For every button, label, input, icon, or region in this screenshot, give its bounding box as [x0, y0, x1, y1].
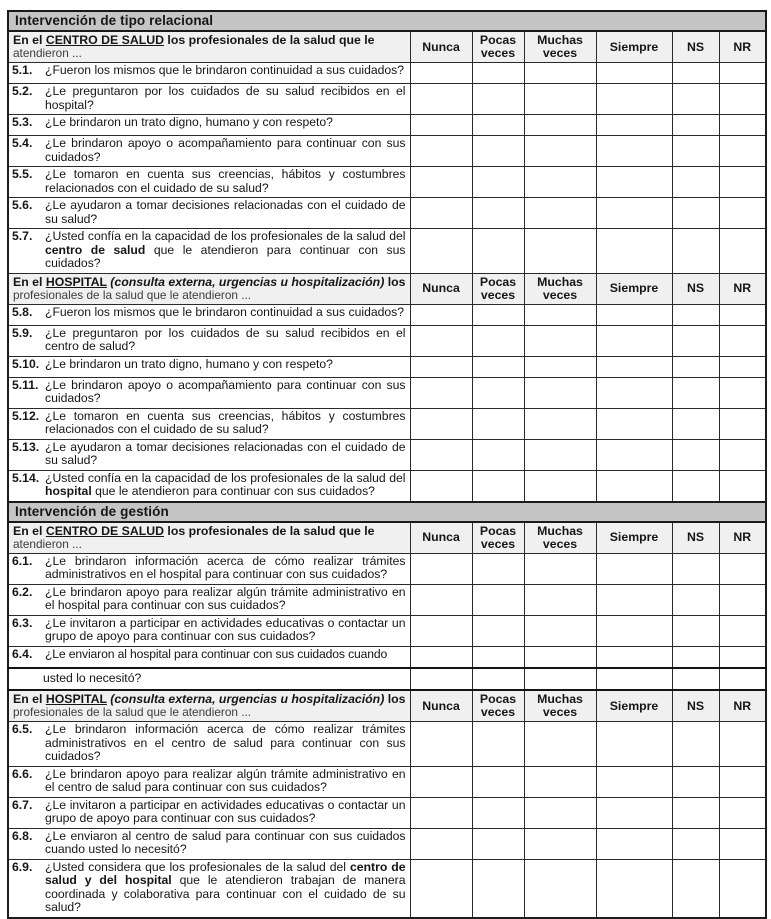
answer-cell[interactable] — [410, 828, 472, 859]
answer-cell[interactable] — [719, 553, 766, 584]
answer-cell[interactable] — [672, 304, 719, 325]
answer-cell[interactable] — [719, 408, 766, 439]
answer-cell[interactable] — [672, 584, 719, 615]
answer-cell[interactable] — [719, 377, 766, 408]
answer-cell[interactable] — [472, 553, 524, 584]
question-row — [8, 377, 766, 408]
group-header-row — [8, 273, 766, 304]
question-cell — [8, 668, 410, 691]
answer-cell[interactable] — [596, 304, 672, 325]
answer-cell[interactable] — [672, 859, 719, 918]
answer-cell[interactable] — [596, 115, 672, 136]
answer-cell[interactable] — [472, 136, 524, 167]
question-row — [8, 646, 766, 668]
answer-cell[interactable] — [472, 668, 524, 691]
question-number: 6.4. — [12, 646, 33, 661]
answer-cell[interactable] — [672, 553, 719, 584]
answer-cell[interactable] — [410, 356, 472, 377]
question-text: ¿Usted considera que los profesionales de la salud del centro de salud y del hospital que le atendieron trabajan de manera coordinada y colaborativa para continuar con el cuidado de su salud? — [45, 859, 406, 914]
group-header-line1: En el HOSPITAL (consulta externa, urgencias u hospitalización) los — [13, 692, 406, 706]
answer-cell[interactable] — [524, 553, 596, 584]
answer-cell[interactable] — [719, 859, 766, 918]
group-header-text — [8, 273, 410, 304]
answer-cell[interactable] — [524, 377, 596, 408]
answer-cell[interactable] — [719, 470, 766, 502]
answer-cell[interactable] — [672, 615, 719, 646]
question-text: ¿Le brindaron apoyo para realizar algún trámite administrativo en el hospital para continuar con sus cuidados? — [45, 584, 406, 612]
question-cell — [8, 722, 410, 767]
question-row — [8, 167, 766, 198]
answer-cell[interactable] — [719, 136, 766, 167]
answer-cell[interactable] — [410, 797, 472, 828]
answer-cell[interactable] — [596, 439, 672, 470]
answer-cell[interactable] — [410, 325, 472, 356]
question-number: 5.2. — [12, 84, 33, 98]
column-header-pocas-veces: Pocas veces — [472, 690, 524, 722]
answer-cell[interactable] — [672, 325, 719, 356]
answer-cell[interactable] — [410, 584, 472, 615]
question-cell — [8, 646, 410, 668]
answer-cell[interactable] — [524, 646, 596, 668]
question-text: ¿Le ayudaron a tomar decisiones relacionadas con el cuidado de su salud? — [45, 439, 406, 467]
answer-cell[interactable] — [596, 722, 672, 767]
answer-cell[interactable] — [472, 229, 524, 274]
answer-cell[interactable] — [596, 828, 672, 859]
answer-cell[interactable] — [472, 859, 524, 918]
group-header-line1: En el CENTRO DE SALUD los profesionales de la salud que le — [13, 523, 375, 538]
answer-cell[interactable] — [410, 408, 472, 439]
question-number: 5.4. — [12, 136, 33, 150]
question-text: ¿Usted confía en la capacidad de los profesionales de la salud del centro de salud que le atendieron para continuar con sus cuidados? — [45, 229, 406, 270]
column-header-siempre: Siempre — [596, 273, 672, 304]
answer-cell[interactable] — [719, 797, 766, 828]
question-number: 5.3. — [12, 115, 33, 129]
answer-cell[interactable] — [596, 408, 672, 439]
answer-cell[interactable] — [410, 766, 472, 797]
answer-cell[interactable] — [596, 229, 672, 274]
group-header-row — [8, 31, 766, 63]
section-header-row — [8, 11, 766, 31]
question-cell — [8, 797, 410, 828]
group-header-line2: atendieron ... — [13, 46, 82, 60]
answer-cell[interactable] — [410, 439, 472, 470]
question-continuation-row — [8, 668, 766, 691]
answer-cell[interactable] — [524, 304, 596, 325]
answer-cell[interactable] — [472, 377, 524, 408]
answer-cell[interactable] — [410, 646, 472, 668]
answer-cell[interactable] — [524, 439, 596, 470]
question-cell — [8, 615, 410, 646]
question-row — [8, 136, 766, 167]
answer-cell[interactable] — [672, 470, 719, 502]
question-cell — [8, 553, 410, 584]
answer-cell[interactable] — [524, 408, 596, 439]
answer-cell[interactable] — [719, 198, 766, 229]
group-header-line2: atendieron ... — [13, 536, 82, 551]
question-cell — [8, 828, 410, 859]
column-header-ns: NS — [672, 31, 719, 63]
answer-cell[interactable] — [524, 722, 596, 767]
answer-cell[interactable] — [672, 84, 719, 115]
column-header-muchas-veces: Muchas veces — [524, 690, 596, 722]
answer-cell[interactable] — [672, 63, 719, 84]
question-cell — [8, 408, 410, 439]
section-header-row — [8, 502, 766, 522]
answer-cell[interactable] — [410, 229, 472, 274]
question-text: ¿Le preguntaron por los cuidados de su salud recibidos en el centro de salud? — [45, 325, 406, 353]
answer-cell[interactable] — [472, 470, 524, 502]
answer-cell[interactable] — [672, 668, 719, 691]
answer-cell[interactable] — [410, 84, 472, 115]
answer-cell[interactable] — [672, 828, 719, 859]
answer-cell[interactable] — [719, 828, 766, 859]
question-number: 6.8. — [12, 828, 33, 843]
question-row — [8, 615, 766, 646]
answer-cell[interactable] — [596, 167, 672, 198]
answer-cell[interactable] — [596, 766, 672, 797]
section-title: Intervención de gestión — [8, 502, 766, 522]
group-header-row — [8, 690, 766, 722]
answer-cell[interactable] — [524, 325, 596, 356]
question-number: 5.11. — [12, 377, 39, 392]
answer-cell[interactable] — [596, 325, 672, 356]
answer-cell[interactable] — [672, 115, 719, 136]
answer-cell[interactable] — [672, 439, 719, 470]
question-number: 5.6. — [12, 198, 33, 212]
question-cell — [8, 115, 410, 136]
answer-cell[interactable] — [472, 439, 524, 470]
question-number: 6.2. — [12, 584, 33, 599]
group-header-text — [8, 31, 410, 63]
answer-cell[interactable] — [472, 84, 524, 115]
answer-cell[interactable] — [719, 325, 766, 356]
answer-cell[interactable] — [524, 136, 596, 167]
group-header-text — [8, 522, 410, 554]
answer-cell[interactable] — [524, 63, 596, 84]
question-number: 6.5. — [12, 722, 33, 736]
answer-cell[interactable] — [719, 668, 766, 691]
answer-cell[interactable] — [596, 797, 672, 828]
question-row — [8, 325, 766, 356]
answer-cell[interactable] — [524, 584, 596, 615]
answer-cell[interactable] — [524, 797, 596, 828]
question-number: 6.9. — [12, 859, 33, 874]
answer-cell[interactable] — [524, 470, 596, 502]
question-cell — [8, 304, 410, 325]
question-cell — [8, 136, 410, 167]
answer-cell[interactable] — [524, 859, 596, 918]
question-number: 5.10. — [12, 356, 40, 371]
answer-cell[interactable] — [596, 584, 672, 615]
answer-cell[interactable] — [472, 722, 524, 767]
answer-cell[interactable] — [410, 377, 472, 408]
answer-cell[interactable] — [410, 136, 472, 167]
column-header-ns: NS — [672, 273, 719, 304]
answer-cell[interactable] — [472, 167, 524, 198]
question-row — [8, 584, 766, 615]
answer-cell[interactable] — [719, 615, 766, 646]
question-row — [8, 797, 766, 828]
answer-cell[interactable] — [719, 63, 766, 84]
answer-cell[interactable] — [596, 668, 672, 691]
column-header-siempre: Siempre — [596, 522, 672, 554]
answer-cell[interactable] — [672, 377, 719, 408]
question-cell — [8, 84, 410, 115]
answer-cell[interactable] — [410, 668, 472, 691]
answer-cell[interactable] — [410, 470, 472, 502]
question-row — [8, 229, 766, 274]
question-text: ¿Le invitaron a participar en actividades educativas o contactar un grupo de apoyo para continuar con sus cuidados? — [45, 615, 406, 643]
section-title: Intervención de tipo relacional — [8, 11, 766, 31]
question-cell — [8, 439, 410, 470]
questionnaire-table-body — [8, 11, 766, 918]
column-header-siempre: Siempre — [596, 690, 672, 722]
column-header-nr: NR — [719, 522, 766, 554]
question-row — [8, 766, 766, 797]
question-number: 5.9. — [12, 325, 33, 340]
question-cell — [8, 63, 410, 84]
answer-cell[interactable] — [524, 198, 596, 229]
answer-cell[interactable] — [672, 797, 719, 828]
column-header-muchas-veces: Muchas veces — [524, 273, 596, 304]
column-header-muchas-veces: Muchas veces — [524, 522, 596, 554]
question-text: ¿Le tomaron en cuenta sus creencias, hábitos y costumbres relacionados con el cuidado de su salud? — [45, 408, 406, 436]
question-row — [8, 722, 766, 767]
answer-cell[interactable] — [596, 84, 672, 115]
question-cell — [8, 198, 410, 229]
answer-cell[interactable] — [410, 859, 472, 918]
question-row — [8, 115, 766, 136]
answer-cell[interactable] — [596, 63, 672, 84]
question-text: ¿Le preguntaron por los cuidados de su salud recibidos en el hospital? — [45, 84, 406, 112]
answer-cell[interactable] — [719, 84, 766, 115]
column-header-nunca: Nunca — [410, 522, 472, 554]
answer-cell[interactable] — [472, 828, 524, 859]
question-number: 5.5. — [12, 167, 33, 181]
answer-cell[interactable] — [472, 584, 524, 615]
question-number: 6.6. — [12, 766, 33, 781]
answer-cell[interactable] — [719, 356, 766, 377]
question-row — [8, 408, 766, 439]
group-header-line2: profesionales de la salud que le atendieron ... — [13, 287, 252, 302]
answer-cell[interactable] — [672, 408, 719, 439]
column-header-nr: NR — [719, 31, 766, 63]
question-number: 5.13. — [12, 439, 40, 454]
answer-cell[interactable] — [596, 356, 672, 377]
question-number: 6.3. — [12, 615, 33, 630]
answer-cell[interactable] — [410, 615, 472, 646]
column-header-ns: NS — [672, 690, 719, 722]
question-cell — [8, 356, 410, 377]
question-row — [8, 439, 766, 470]
answer-cell[interactable] — [719, 766, 766, 797]
answer-cell[interactable] — [472, 198, 524, 229]
question-cell — [8, 859, 410, 918]
answer-cell[interactable] — [410, 63, 472, 84]
question-cell — [8, 377, 410, 408]
answer-cell[interactable] — [596, 198, 672, 229]
answer-cell[interactable] — [672, 198, 719, 229]
answer-cell[interactable] — [596, 553, 672, 584]
question-text: ¿Le brindaron apoyo o acompañamiento para continuar con sus cuidados? — [45, 377, 406, 405]
question-number: 5.7. — [12, 229, 33, 243]
question-row — [8, 63, 766, 84]
question-text: ¿Le brindaron un trato digno, humano y con respeto? — [45, 356, 333, 371]
answer-cell[interactable] — [524, 356, 596, 377]
questionnaire-table — [7, 10, 767, 919]
answer-cell[interactable] — [672, 646, 719, 668]
group-header-line2: profesionales de la salud que le atendieron ... — [13, 705, 252, 719]
answer-cell[interactable] — [719, 722, 766, 767]
answer-cell[interactable] — [410, 198, 472, 229]
column-header-nunca: Nunca — [410, 31, 472, 63]
answer-cell[interactable] — [524, 167, 596, 198]
answer-cell[interactable] — [672, 136, 719, 167]
column-header-nr: NR — [719, 273, 766, 304]
question-text: ¿Fueron los mismos que le brindaron continuidad a sus cuidados? — [45, 63, 405, 77]
answer-cell[interactable] — [410, 722, 472, 767]
answer-cell[interactable] — [472, 797, 524, 828]
question-cell — [8, 167, 410, 198]
question-row — [8, 470, 766, 502]
answer-cell[interactable] — [410, 553, 472, 584]
group-header-line1: En el HOSPITAL (consulta externa, urgencias u hospitalización) los — [13, 274, 406, 289]
question-text: ¿Le ayudaron a tomar decisiones relacionadas con el cuidado de su salud? — [45, 198, 406, 226]
answer-cell[interactable] — [596, 377, 672, 408]
column-header-muchas-veces: Muchas veces — [524, 31, 596, 63]
question-text: ¿Le tomaron en cuenta sus creencias, hábitos y costumbres relacionados con el cuidado de su salud? — [45, 167, 406, 195]
question-text: ¿Le brindaron un trato digno, humano y con respeto? — [45, 115, 333, 129]
answer-cell[interactable] — [472, 408, 524, 439]
question-cell — [8, 470, 410, 502]
answer-cell[interactable] — [524, 229, 596, 274]
answer-cell[interactable] — [524, 115, 596, 136]
answer-cell[interactable] — [524, 84, 596, 115]
answer-cell[interactable] — [719, 584, 766, 615]
question-text: ¿Le brindaron apoyo o acompañamiento para continuar con sus cuidados? — [45, 136, 406, 164]
answer-cell[interactable] — [472, 115, 524, 136]
answer-cell[interactable] — [472, 63, 524, 84]
answer-cell[interactable] — [596, 136, 672, 167]
answer-cell[interactable] — [410, 115, 472, 136]
question-text: ¿Usted confía en la capacidad de los profesionales de la salud del hospital que le atendieron para continuar con sus cuidados? — [45, 470, 406, 498]
group-header-text — [8, 690, 410, 722]
answer-cell[interactable] — [596, 646, 672, 668]
answer-cell[interactable] — [719, 229, 766, 274]
answer-cell[interactable] — [672, 722, 719, 767]
answer-cell[interactable] — [596, 859, 672, 918]
question-row — [8, 859, 766, 918]
answer-cell[interactable] — [410, 167, 472, 198]
answer-cell[interactable] — [524, 766, 596, 797]
answer-cell[interactable] — [596, 615, 672, 646]
answer-cell[interactable] — [719, 439, 766, 470]
answer-cell[interactable] — [524, 615, 596, 646]
answer-cell[interactable] — [472, 766, 524, 797]
answer-cell[interactable] — [672, 167, 719, 198]
answer-cell[interactable] — [524, 668, 596, 691]
answer-cell[interactable] — [410, 304, 472, 325]
question-cell — [8, 584, 410, 615]
question-row — [8, 828, 766, 859]
question-row — [8, 198, 766, 229]
answer-cell[interactable] — [472, 646, 524, 668]
answer-cell[interactable] — [719, 167, 766, 198]
question-text: ¿Fueron los mismos que le brindaron continuidad a sus cuidados? — [45, 304, 405, 319]
answer-cell[interactable] — [719, 304, 766, 325]
question-cell — [8, 229, 410, 274]
answer-cell[interactable] — [672, 356, 719, 377]
question-text: ¿Le brindaron información acerca de cómo realizar trámites administrativos en el centro de salud para continuar con sus cuidados? — [45, 722, 406, 763]
answer-cell[interactable] — [472, 325, 524, 356]
answer-cell[interactable] — [472, 304, 524, 325]
question-number: 5.1. — [12, 63, 33, 77]
column-header-nunca: Nunca — [410, 273, 472, 304]
question-number: 5.14. — [12, 470, 40, 485]
column-header-nr: NR — [719, 690, 766, 722]
group-header-row — [8, 522, 766, 554]
answer-cell[interactable] — [672, 766, 719, 797]
question-text: ¿Le brindaron información acerca de cómo realizar trámites administrativos en el hospital para continuar con sus cuidados? — [45, 553, 406, 581]
question-number: 5.12. — [12, 408, 40, 423]
answer-cell[interactable] — [472, 356, 524, 377]
answer-cell[interactable] — [719, 115, 766, 136]
question-row — [8, 356, 766, 377]
question-text: ¿Le enviaron al hospital para continuar con sus cuidados cuando — [45, 647, 388, 661]
question-row — [8, 304, 766, 325]
column-header-ns: NS — [672, 522, 719, 554]
answer-cell[interactable] — [719, 646, 766, 668]
question-cell — [8, 325, 410, 356]
question-row — [8, 84, 766, 115]
question-continuation-text: usted lo necesitó? — [43, 670, 142, 685]
answer-cell[interactable] — [596, 470, 672, 502]
column-header-nunca: Nunca — [410, 690, 472, 722]
question-text: ¿Le brindaron apoyo para realizar algún trámite administrativo en el centro de salud para continuar con sus cuidados? — [45, 766, 406, 794]
column-header-pocas-veces: Pocas veces — [472, 31, 524, 63]
column-header-pocas-veces: Pocas veces — [472, 522, 524, 554]
question-text: ¿Le enviaron al centro de salud para continuar con sus cuidados cuando usted lo necesitó? — [45, 828, 406, 856]
answer-cell[interactable] — [672, 229, 719, 274]
answer-cell[interactable] — [472, 615, 524, 646]
question-number: 6.7. — [12, 797, 33, 812]
question-cell — [8, 766, 410, 797]
question-number: 5.8. — [12, 304, 33, 319]
question-number: 6.1. — [12, 553, 33, 568]
answer-cell[interactable] — [524, 828, 596, 859]
column-header-pocas-veces: Pocas veces — [472, 273, 524, 304]
group-header-line1: En el CENTRO DE SALUD los profesionales de la salud que le — [13, 33, 375, 47]
column-header-siempre: Siempre — [596, 31, 672, 63]
question-row — [8, 553, 766, 584]
question-text: ¿Le invitaron a participar en actividades educativas o contactar un grupo de apoyo para continuar con sus cuidados? — [45, 797, 406, 825]
